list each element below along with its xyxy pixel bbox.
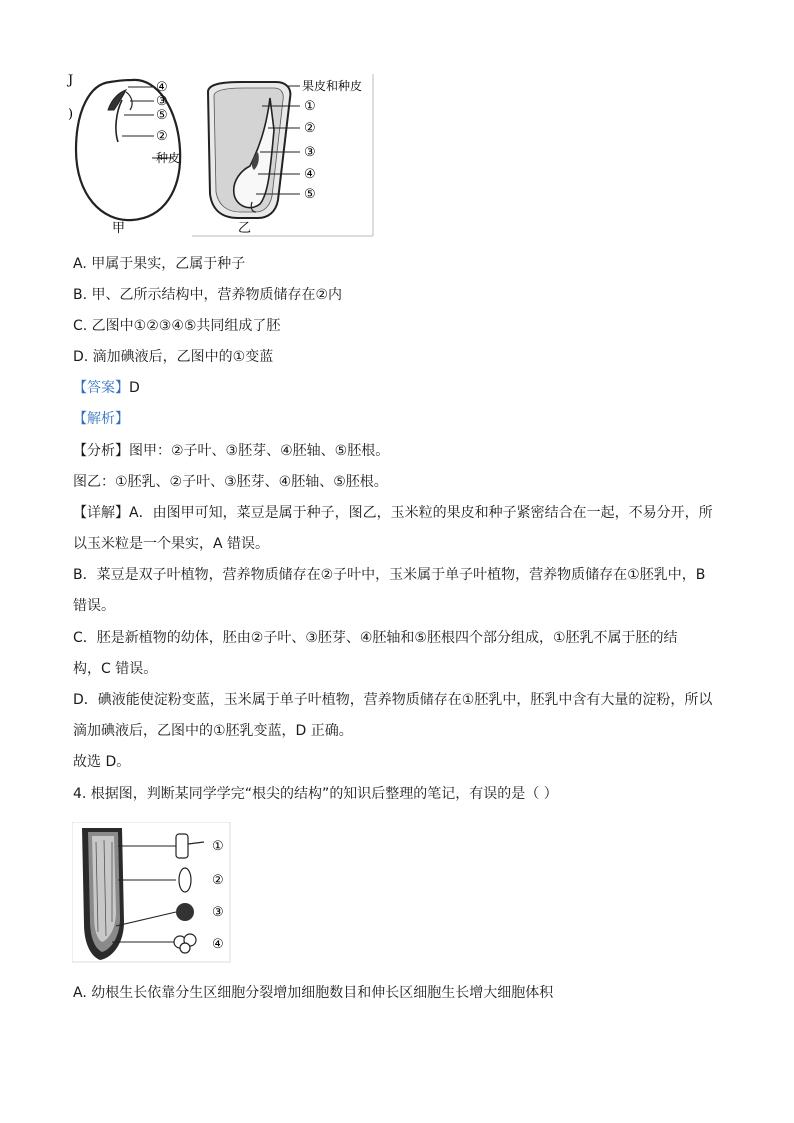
explanation-c-1: C．胚是新植物的幼体，胚由②子叶、③胚芽、④胚轴和⑤胚根四个部分组成，①胚乳不属于胚的结: [73, 630, 678, 646]
corn-label-1: ①: [304, 99, 316, 114]
explanation-b-1: B．菜豆是双子叶植物，营养物质储存在②子叶中，玉米属于单子叶植物，营养物质储存在①胚乳中，B: [73, 567, 706, 583]
explanation-c-2: 构，C 错误。: [73, 661, 158, 677]
q3-option-b: B. 甲、乙所示结构中，营养物质储存在②内: [73, 287, 343, 303]
fragment-mark: J: [68, 73, 74, 88]
explanation-tuyi: 图乙：①胚乳、②子叶、③胚芽、④胚轴、⑤胚根。: [73, 474, 388, 490]
answer-label: 【答案】: [73, 380, 129, 396]
corn-label-3: ③: [304, 145, 316, 160]
explanation-xiangjie-2: 以玉米粒是一个果实，A 错误。: [73, 536, 270, 552]
q3-option-d: D. 滴加碘液后，乙图中的①变蓝: [73, 349, 274, 365]
fragment-mark: ): [68, 107, 74, 122]
bean-caption: 甲: [112, 221, 126, 236]
explanation-xiangjie-1: 【详解】A．由图甲可知，菜豆是属于种子，图乙，玉米粒的果皮和种子紧密结合在一起，不易分开，所: [73, 505, 713, 521]
root-label-3: ③: [212, 905, 224, 920]
corn-pericarp-label: 果皮和种皮: [302, 79, 363, 93]
root-cap-cells: [174, 934, 196, 953]
q4-option-a: A. 幼根生长依靠分生区细胞分裂增加细胞数目和伸长区细胞生长增大细胞体积: [73, 985, 554, 1001]
meristem-cells: [176, 903, 194, 921]
explanation-d-1: D．碘液能使淀粉变蓝，玉米属于单子叶植物，营养物质储存在①胚乳中，胚乳中含有大量的淀粉，所以: [73, 692, 713, 708]
answer-value: D: [129, 380, 140, 396]
explanation-fenxi: 【分析】图甲：②子叶、③胚芽、④胚轴、⑤胚根。: [73, 443, 390, 459]
question-4-stem: 4. 根据图，判断某同学学完“根尖的结构”的知识后整理的笔记，有误的是（ ）: [73, 786, 558, 802]
root-label-1: ①: [212, 839, 224, 854]
analysis-label: 【解析】: [73, 411, 129, 427]
bean-seed-coat-label: 种皮: [156, 151, 181, 165]
explanation-b-2: 错误。: [73, 598, 115, 614]
root-label-4: ④: [212, 937, 224, 952]
q3-option-c: C. 乙图中①②③④⑤共同组成了胚: [73, 318, 281, 334]
explanation-conclusion: 故选 D。: [73, 754, 131, 770]
corn-label-5: ⑤: [304, 187, 316, 202]
corn-label-2: ②: [304, 121, 316, 136]
bean-label-2: ②: [156, 129, 168, 144]
answer-line: [73, 378, 140, 398]
root-hair-cell: [176, 834, 204, 858]
root-tip-figure: [72, 822, 242, 966]
elongation-cell: [179, 868, 191, 892]
bean-label-4: ④: [156, 80, 168, 95]
root-tip-diagram: [82, 828, 124, 960]
seed-structure-figure: [62, 70, 382, 240]
bean-label-3: ③: [156, 94, 168, 109]
corn-caption: 乙: [238, 221, 252, 236]
corn-label-4: ④: [304, 167, 316, 182]
explanation-d-2: 滴加碘液后，乙图中的①胚乳变蓝，D 正确。: [73, 723, 353, 739]
q3-option-a: A. 甲属于果实，乙属于种子: [73, 256, 246, 272]
bean-label-5: ⑤: [156, 108, 168, 123]
root-label-2: ②: [212, 873, 224, 888]
corn-grain-diagram: [208, 82, 300, 218]
